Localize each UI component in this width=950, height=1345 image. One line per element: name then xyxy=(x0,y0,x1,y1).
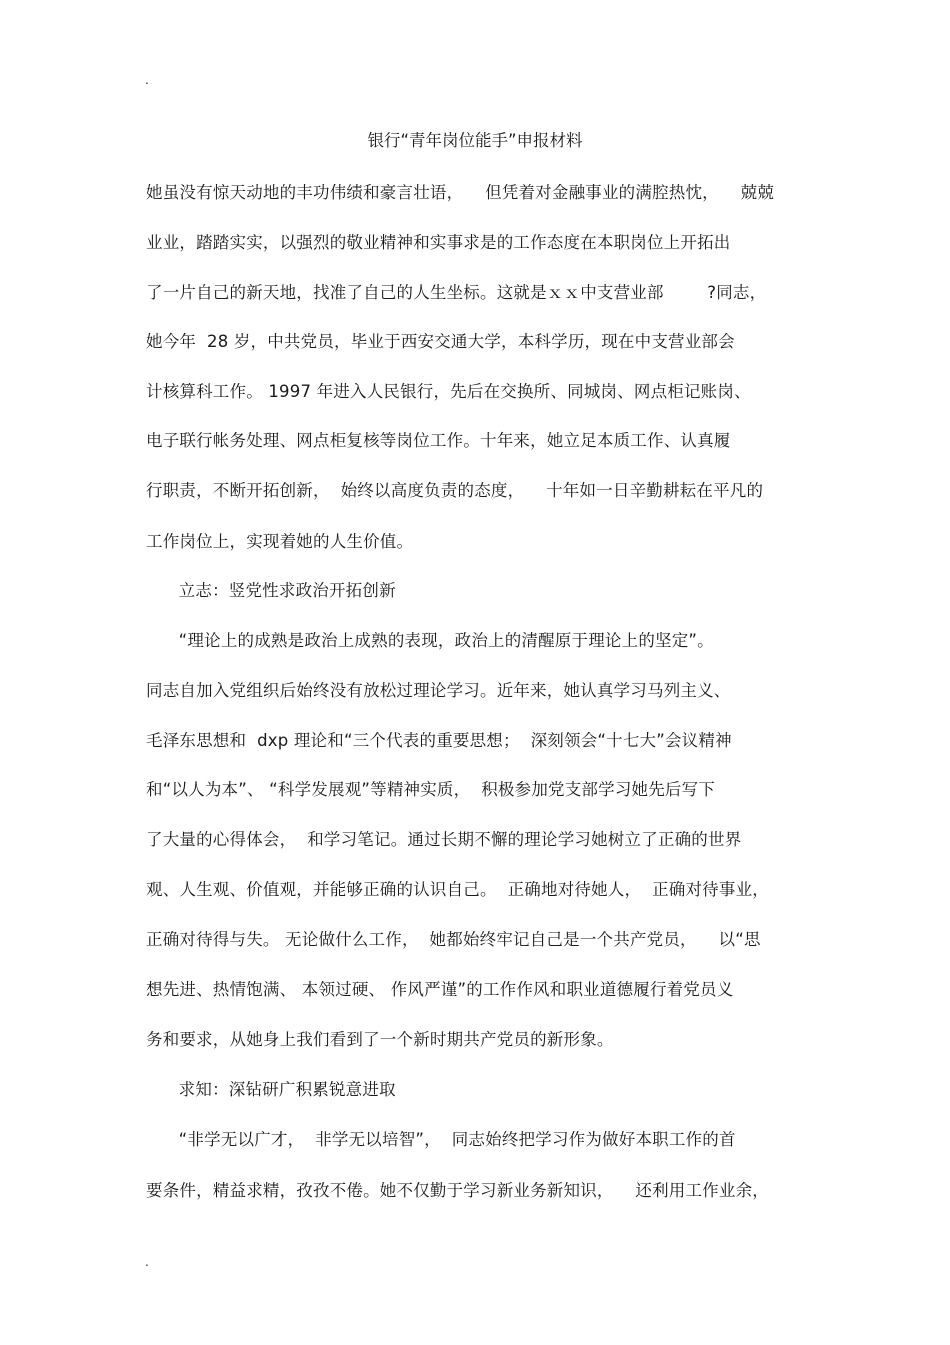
body-line: 想先进、热情饱满、 本领过硬、 作风严谨”的工作作风和职业道德履行着党员义 xyxy=(146,980,734,999)
body-line: 她今年 28 岁，中共党员，毕业于西安交通大学，本科学历，现在中支营业部会 xyxy=(146,332,735,351)
body-line: 计核算科工作。 1997 年进入人民银行，先后在交换所、同城岗、网点柜记账岗、 xyxy=(146,382,751,401)
section-heading: 立志：竖党性求政治开拓创新 xyxy=(146,581,396,600)
body-line: 和“以人为本”、 “科学发展观”等精神实质， 积极参加党支部学习她先后写下 xyxy=(146,780,716,799)
body-line: “理论上的成熟是政治上成熟的表现，政治上的清醒原于理论上的坚定”。 xyxy=(146,631,714,650)
body-line: 务和要求，从她身上我们看到了一个新时期共产党员的新形象。 xyxy=(146,1030,614,1049)
page-marker-top: . xyxy=(145,73,149,87)
section-heading: 求知：深钻研广积累锐意进取 xyxy=(146,1080,396,1099)
body-line: 业业，踏踏实实，以强烈的敬业精神和实事求是的工作态度在本职岗位上开拓出 xyxy=(146,233,731,252)
body-line: 要条件，精益求精，孜孜不倦。她不仅勤于学习新业务新知识， 还利用工作业余， xyxy=(146,1181,769,1200)
body-line: 行职责，不断开拓创新， 始终以高度负责的态度， 十年如一日辛勤耕耘在平凡的 xyxy=(146,481,764,500)
body-line: 电子联行帐务处理、网点柜复核等岗位工作。十年来，她立足本质工作、认真履 xyxy=(146,431,731,450)
body-line: 了一片自己的新天地，找准了自己的人生坐标。这就是ｘｘ中支营业部 ?同志， xyxy=(146,283,767,302)
page-marker-bottom: . xyxy=(145,1255,149,1269)
body-line: 观、人生观、价值观，并能够正确的认识自己。 正确地对待她人， 正确对待事业， xyxy=(146,880,769,899)
body-line: 同志自加入党组织后始终没有放松过理论学习。近年来，她认真学习马列主义、 xyxy=(146,681,731,700)
body-line: “非学无以广才， 非学无以培智”， 同志始终把学习作为做好本职工作的首 xyxy=(146,1130,736,1149)
body-line: 了大量的心得体会， 和学习笔记。通过长期不懈的理论学习她树立了正确的世界 xyxy=(146,830,742,849)
body-line: 毛泽东思想和 dxp 理论和“三个代表的重要思想； 深刻领会“十七大”会议精神 xyxy=(146,731,732,750)
document-title: 银行“青年岗位能手”申报材料 xyxy=(367,131,583,150)
body-line: 工作岗位上，实现着她的人生价值。 xyxy=(146,532,414,551)
body-line: 她虽没有惊天动地的丰功伟绩和豪言壮语， 但凭着对金融事业的满腔热忱， 兢兢 xyxy=(146,183,775,202)
body-line: 正确对待得与失。 无论做什么工作， 她都始终牢记自己是一个共产党员， 以“思 xyxy=(146,930,761,949)
